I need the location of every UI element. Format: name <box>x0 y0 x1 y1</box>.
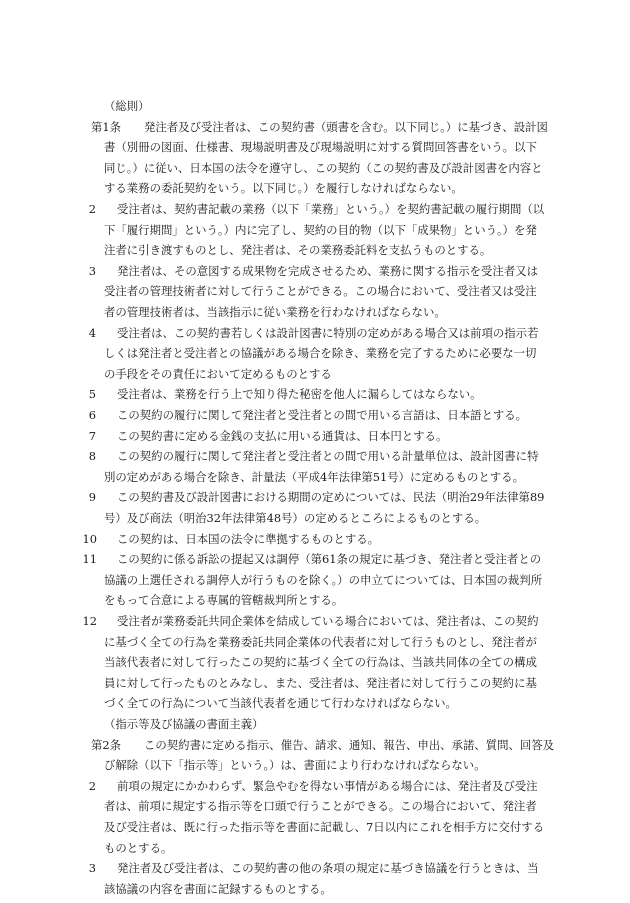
paragraph-text-line: しくは発注者と受注者との協議がある場合を除き、業務を完了するために必要な一切 <box>104 346 537 361</box>
paragraph-number: 2 <box>88 202 96 216</box>
section-heading: （総則） <box>104 99 150 113</box>
paragraph-text-line: 該協議の内容を書面に記録するものとする。 <box>104 881 332 896</box>
paragraph-number: 7 <box>88 428 96 443</box>
paragraph-text-line: この契約書及び設計図書における期間の定めについては、民法（明治29年法律第89 <box>117 490 545 505</box>
paragraph-text-line: 発注者は、その意図する成果物を完成させるため、業務に関する指示を受注者又は <box>117 263 538 278</box>
paragraph-text-line: をもって合意による専属的管轄裁判所とする。 <box>104 593 344 608</box>
paragraph-text-line: 及び受注者は、既に行った指示等を書面に記載し、7日以内にこれを相手方に交付する <box>104 820 545 834</box>
paragraph-number: 3 <box>88 861 96 876</box>
paragraph-text-line: 受注者は、この契約書若しくは設計図書に特別の定めがある場合又は前項の指示若 <box>117 325 539 340</box>
paragraph-number: 4 <box>88 325 96 340</box>
paragraph-text-line: 注者に引き渡すものとし、発注者は、その業務委託料を支払うものとする。 <box>104 243 492 258</box>
paragraph-text-line: 受注者は、契約書記載の業務（以下「業務」という。）を契約書記載の履行期間（以 <box>117 202 545 216</box>
paragraph-text-line: 受注者は、業務を行う上で知り得た秘密を他人に漏らしてはならない。 <box>117 387 482 402</box>
paragraph-text-line: この契約は、日本国の法令に準拠するものとする。 <box>117 531 379 546</box>
paragraph-number: 12 <box>82 614 97 628</box>
paragraph-text-line: 発注者及び受注者は、この契約書の他の条項の規定に基づき協議を行うときは、当 <box>117 861 539 876</box>
paragraph-text-line: この契約書に定める金銭の支払に用いる通貨は、日本円とする。 <box>117 428 448 443</box>
paragraph-text-line: 員に対して行ったものとみなし、また、受注者は、発注者に対して行うこの契約に基 <box>104 675 537 690</box>
paragraph-text-line: 受注者の管理技術者に対して行うことができる。この場合において、受注者又は受注 <box>104 284 537 299</box>
paragraph-number: 5 <box>88 387 96 402</box>
paragraph-text-line: この契約の履行に関して発注者と受注者との間で用いる計量単位は、設計図書に特 <box>117 449 539 464</box>
article-text-line: する業務の委託契約をいう。以下同じ。）を履行しなければならない。 <box>104 181 463 196</box>
paragraph-text-line: 者の管理技術者は、当該指示に従い業務を行わなければならない。 <box>104 305 446 319</box>
paragraph-number: 11 <box>82 552 97 567</box>
paragraph-text-line: 号）及び商法（明治32年法律第48号）の定めるところによるものとする。 <box>104 511 487 525</box>
paragraph-text-line: 者は、前項に規定する指示等を口頭で行うことができる。この場合において、発注者 <box>104 799 537 814</box>
paragraph-number: 2 <box>88 778 96 793</box>
section-heading: （指示等及び協議の書面主義） <box>104 717 264 731</box>
paragraph-number: 3 <box>88 263 96 278</box>
article-text-line: 書（別冊の図面、仕様書、現場説明書及び現場説明に対する質問回答書をいう。以下 <box>104 140 537 155</box>
paragraph-number: 8 <box>88 449 96 464</box>
article-text-line: び解除（以下「指示等」という。）は、書面により行わなければならない。 <box>104 758 486 773</box>
paragraph-text-line: 下「履行期間」という。）内に完了し、契約の目的物（以下「成果物」という。）を発 <box>104 222 537 237</box>
article-text-line: 発注者及び受注者は、この契約書（頭書を含む。以下同じ。）に基づき、設計図 <box>144 119 548 134</box>
article-text-line: この契約書に定める指示、催告、請求、通知、報告、申出、承諾、質問、回答及 <box>144 737 555 752</box>
paragraph-text-line: 前項の規定にかかわらず、緊急やむを得ない事情がある場合には、発注者及び受注 <box>117 778 538 793</box>
paragraph-text-line: の手段をその責任において定めるものとする <box>104 366 332 381</box>
paragraph-number: 6 <box>88 408 96 422</box>
paragraph-text-line: づく全ての行為について当該代表者を通じて行わなければならない。 <box>104 696 457 711</box>
paragraph-number: 10 <box>82 531 97 546</box>
paragraph-text-line: 協議の上選任される調停人が行うものを除く。）の申立てについては、日本国の裁判所 <box>104 572 543 587</box>
paragraph-text-line: ものとする。 <box>104 840 173 855</box>
article-text-line: 同じ。）に従い、日本国の法令を遵守し、この契約（この契約書及び設計図書を内容と <box>104 160 543 175</box>
paragraph-text-line: に基づく全ての行為を業務委託共同企業体の代表者に対して行うものとし、発注者が <box>104 634 537 649</box>
article-label: 第1条 <box>91 119 122 134</box>
paragraph-text-line: 受注者が業務委託共同企業体を結成している場合においては、発注者は、この契約 <box>117 614 539 628</box>
paragraph-text-line: 別の定めがある場合を除き、計量法（平成4年法律第51号）に定めるものとする。 <box>104 469 524 484</box>
paragraph-text-line: 当該代表者に対して行ったこの契約に基づく全ての行為は、当該共同体の全ての構成 <box>104 655 537 670</box>
article-label: 第2条 <box>91 737 122 752</box>
paragraph-text-line: この契約の履行に関して発注者と受注者との間で用いる言語は、日本語とする。 <box>117 408 528 422</box>
paragraph-number: 9 <box>88 490 96 505</box>
paragraph-text-line: この契約に係る訴訟の提起又は調停（第61条の規定に基づき、発注者と受注者との <box>117 552 542 567</box>
